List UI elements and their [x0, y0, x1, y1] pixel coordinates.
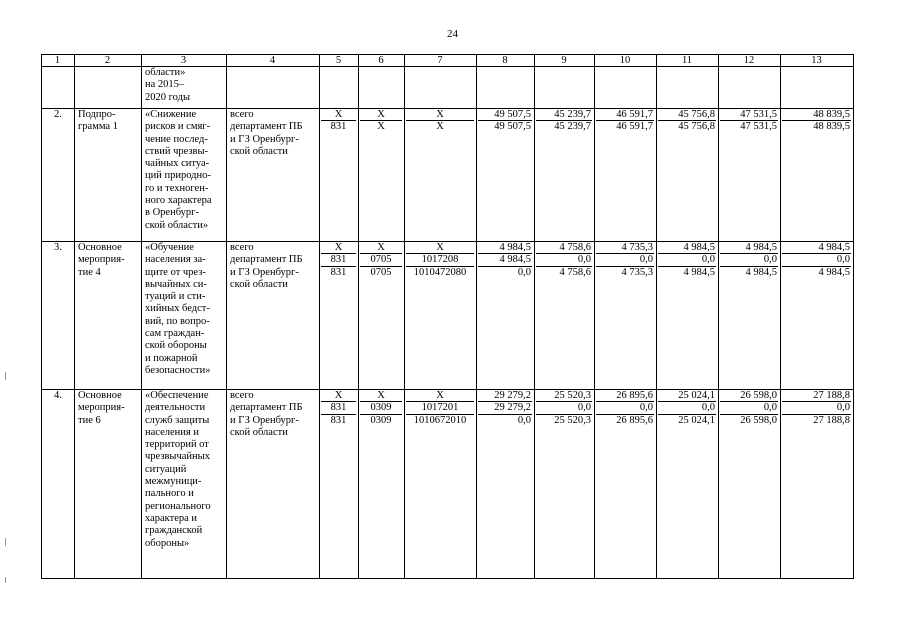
table-cell: 4 758,6 [559, 266, 591, 278]
table-cell: 26 598,0 [740, 390, 777, 401]
table-cell: 831 [330, 414, 347, 426]
table-cell: 26 895,6 [616, 414, 653, 426]
table-cell: 27 188,8 [813, 414, 850, 426]
table-cell: 0,0 [701, 254, 715, 266]
table-cell: 47 531,5 [740, 109, 777, 120]
column-number: 11 [681, 55, 693, 66]
table-cell: 46 591,7 [616, 121, 653, 133]
table-cell: 4 984,5 [499, 242, 531, 253]
table-vline [141, 54, 142, 579]
table-cell: 48 839,5 [813, 109, 850, 120]
table-cell: 4 984,5 [683, 242, 715, 253]
table-cell: 831 [330, 402, 347, 414]
column-number: 2 [104, 55, 111, 66]
table-cell: X [377, 242, 385, 253]
table-cell: 4 758,6 [559, 242, 591, 253]
table-cell: 1010672010 [413, 414, 467, 426]
row-name: «Обеспечение деятельности служб защиты населения и территорий от чрезвычайных ситуаций межмуници- пального и регионального характера и гражданской обороны» [145, 390, 211, 549]
table-cell: X [377, 390, 385, 401]
table-cell: 0,0 [836, 254, 850, 266]
table-cell: 0,0 [639, 402, 653, 414]
table-cell: 831 [330, 121, 347, 133]
table-cell: X [334, 109, 343, 120]
row-executor: всего департамент ПБ и ГЗ Оренбург- ской области [230, 109, 303, 157]
table-cell: 1017201 [421, 402, 459, 414]
table-cell: 49 507,5 [494, 121, 531, 133]
table-cell: X [334, 390, 343, 401]
row-number: 4. [54, 390, 62, 401]
table-cell: 25 024,1 [678, 414, 715, 426]
table-vline [41, 54, 42, 579]
table-cell: 0705 [370, 266, 392, 278]
table-cell: 29 279,2 [494, 390, 531, 401]
table-cell: 45 239,7 [554, 121, 591, 133]
row-executor: всего департамент ПБ и ГЗ Оренбург- ской области [230, 390, 303, 438]
table-cell: 27 188,8 [813, 390, 850, 401]
table-vline [74, 54, 75, 579]
scan-artifact [5, 577, 6, 583]
table-cell: 4 984,5 [745, 266, 777, 278]
table-cell: 25 520,3 [554, 414, 591, 426]
table-cell: X [436, 390, 444, 401]
table-cell: 1017208 [421, 254, 459, 266]
table-cell: 26 598,0 [740, 414, 777, 426]
table-cell: X [377, 109, 385, 120]
column-number: 6 [378, 55, 384, 66]
scan-artifact [5, 538, 6, 546]
table-cell: 49 507,5 [494, 109, 531, 120]
table-cell: X [436, 121, 444, 133]
table-cell: 4 984,5 [818, 242, 850, 253]
column-number: 10 [619, 55, 631, 66]
scan-artifact [5, 372, 6, 380]
table-cell: 1010472080 [413, 266, 467, 278]
column-number: 13 [811, 55, 822, 66]
table-cell: 0,0 [836, 402, 850, 414]
table-cell: 4 735,3 [621, 266, 653, 278]
table-cell: 0,0 [763, 254, 777, 266]
table-cell: X [436, 242, 444, 253]
table-cell: 45 756,8 [678, 121, 715, 133]
row-name: «Снижение рисков и смяг- чение послед- ствий чрезвы- чайных ситуа- ций природно- го и техноген- ного характера в Оренбург- ской области» [145, 109, 212, 231]
table-vline [226, 54, 227, 579]
row-kind: Подпро- грамма 1 [78, 109, 118, 133]
carry-over-text: области» на 2015– 2020 годы [145, 67, 191, 103]
table-cell: 45 756,8 [678, 109, 715, 120]
row-executor: всего департамент ПБ и ГЗ Оренбург- ской области [230, 242, 303, 290]
table-cell: 0,0 [517, 414, 531, 426]
table-cell: 25 520,3 [554, 390, 591, 401]
table-cell: 0,0 [577, 402, 591, 414]
table-cell: 25 024,1 [678, 390, 715, 401]
table-cell: 4 984,5 [818, 266, 850, 278]
column-number: 1 [54, 55, 61, 66]
row-kind: Основное мероприя- тие 4 [78, 242, 125, 278]
table-cell: 48 839,5 [813, 121, 850, 133]
column-number: 5 [335, 55, 342, 66]
table-cell: 0,0 [577, 254, 591, 266]
column-number: 9 [561, 55, 567, 66]
column-number: 4 [269, 55, 276, 66]
table-cell: 0,0 [639, 254, 653, 266]
table-cell: 47 531,5 [740, 121, 777, 133]
column-number: 3 [180, 55, 187, 66]
table-cell: 0309 [370, 414, 392, 426]
page-number: 24 [447, 28, 458, 40]
table-cell: 831 [330, 266, 347, 278]
table-cell: 29 279,2 [494, 402, 531, 414]
column-number: 7 [437, 55, 443, 66]
table-cell: X [436, 109, 444, 120]
table-cell: X [334, 242, 343, 253]
table-cell: 831 [330, 254, 347, 266]
table-hline [41, 578, 854, 579]
table-cell: 0,0 [701, 402, 715, 414]
table-cell: 4 984,5 [683, 266, 715, 278]
table-cell: 0309 [370, 402, 392, 414]
row-number: 2. [54, 109, 62, 120]
table-cell: 4 984,5 [745, 242, 777, 253]
column-number: 8 [502, 55, 508, 66]
table-cell: 45 239,7 [554, 109, 591, 120]
table-cell: 4 735,3 [621, 242, 653, 253]
row-name: «Обучение населения за- щите от чрез- вычайных си- туаций и сти- хийных бедст- вий, по вопро- сам граждан- ской обороны и пожарной безопасности» [145, 242, 211, 376]
column-number: 12 [743, 55, 755, 66]
table-cell: X [377, 121, 385, 133]
row-number: 3. [54, 242, 62, 253]
table-cell: 4 984,5 [499, 254, 531, 266]
table-cell: 0,0 [763, 402, 777, 414]
table-cell: 26 895,6 [616, 390, 653, 401]
table-cell: 46 591,7 [616, 109, 653, 120]
row-kind: Основное мероприя- тие 6 [78, 390, 125, 426]
table-cell: 0705 [370, 254, 392, 266]
table-cell: 0,0 [517, 266, 531, 278]
table-vline [853, 54, 854, 579]
